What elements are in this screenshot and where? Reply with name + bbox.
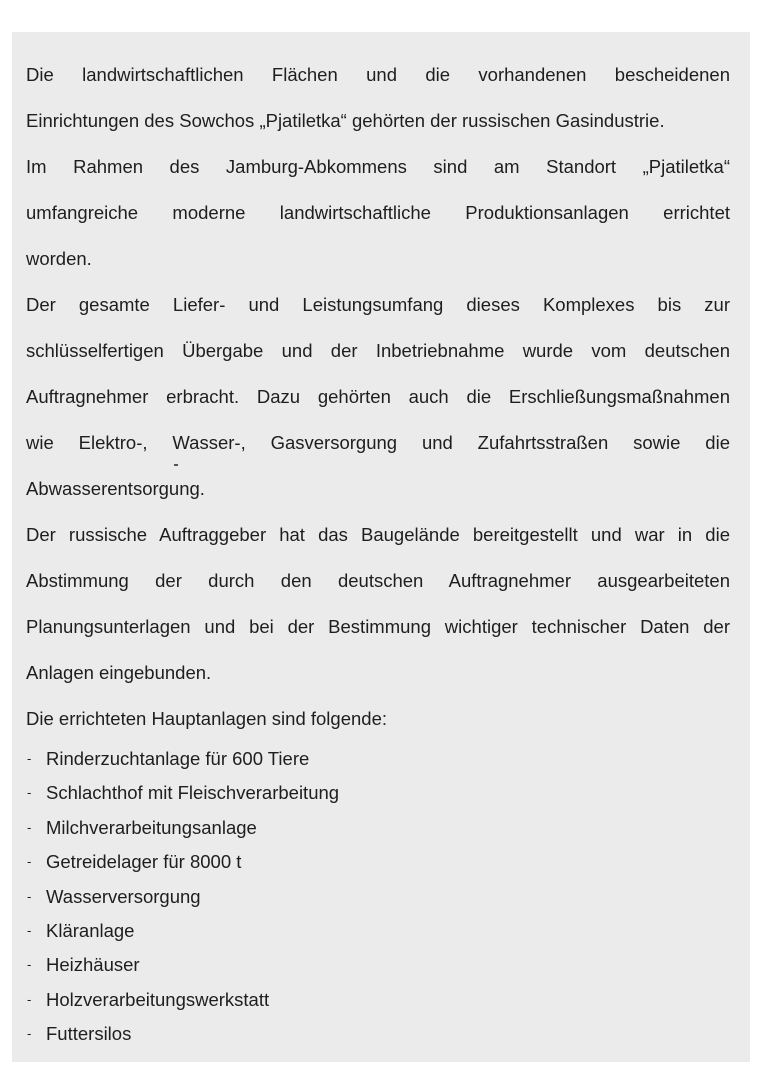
list-item xyxy=(26,845,730,879)
document-page xyxy=(12,32,750,1062)
list-item-label: Schlachthof mit Fleischverarbeitung xyxy=(46,782,340,804)
paragraph-line: Planungsunterlagen und bei der Bestimmung wichtiger technischer Daten der xyxy=(26,616,730,637)
list-item-label: Milchverarbeitungsanlage xyxy=(46,816,257,838)
list-dash: - xyxy=(27,854,32,870)
list-dash: - xyxy=(27,819,32,835)
list-item xyxy=(26,914,730,948)
paragraph-line: Einrichtungen des Sowchos „Pjatiletka“ gehörten der russischen Gasindustrie. xyxy=(26,110,665,131)
paragraph-group xyxy=(26,52,730,696)
list-dash: - xyxy=(27,922,32,938)
paragraph-line: schlüsselfertigen Übergabe und der Inbetriebnahme wurde vom deutschen xyxy=(26,340,730,361)
paragraph-line: Der gesamte Liefer- und Leistungsumfang dieses Komplexes bis zur xyxy=(26,294,730,315)
paragraph-line: Der russische Auftraggeber hat das Baugelände bereitgestellt und war in die xyxy=(26,524,730,545)
paragraph-line: Abstimmung der durch den deutschen Auftragnehmer ausgearbeiteten xyxy=(26,570,730,591)
list-item-label: Getreidelager für 8000 t xyxy=(46,851,242,873)
list-item xyxy=(26,742,730,776)
facility-list xyxy=(26,742,730,1052)
paragraph-line: Die landwirtschaftlichen Flächen und die vorhandenen bescheidenen xyxy=(26,64,730,85)
list-dash: - xyxy=(27,1026,32,1042)
list-dash: - xyxy=(27,957,32,973)
list-dash: - xyxy=(27,751,32,766)
list-item xyxy=(26,776,730,810)
paragraph-line: worden. xyxy=(26,248,92,269)
list-dash: - xyxy=(27,888,32,904)
paragraph-line: Anlagen eingebunden. xyxy=(26,662,212,683)
list-item xyxy=(26,948,730,982)
list-item-label: Rinderzuchtanlage für 600 Tiere xyxy=(46,748,310,769)
document-body xyxy=(26,52,730,1052)
list-item xyxy=(26,983,730,1017)
paragraph-line: wie Elektro-, Wasser-, Gasversorgung und Zufahrtsstraßen sowie die xyxy=(26,432,730,453)
list-dash: - xyxy=(27,785,32,801)
list-item-label: Holzverarbeitungswerkstatt xyxy=(46,988,270,1010)
list-item-label: Wasserversorgung xyxy=(46,885,201,907)
list-item-label: Heizhäuser xyxy=(46,954,140,976)
paragraph-line: umfangreiche moderne landwirtschaftliche Produktionsanlagen errichtet xyxy=(26,202,730,223)
list-item xyxy=(26,1017,730,1051)
paragraph-line: Abwasserentsorgung. xyxy=(26,478,205,499)
paragraph-line: Auftragnehmer erbracht. Dazu gehörten auch die Erschließungsmaßnahmen xyxy=(26,386,730,407)
list-intro: Die errichteten Hauptanlagen sind folgende: xyxy=(26,708,387,729)
list-item-label: Futtersilos xyxy=(46,1023,132,1045)
list-dash: - xyxy=(27,991,32,1007)
list-item xyxy=(26,811,730,845)
paragraph-line: Im Rahmen des Jamburg-Abkommens sind am Standort „Pjatiletka“ xyxy=(26,156,730,177)
list-item xyxy=(26,880,730,914)
list-item-label: Kläranlage xyxy=(46,919,135,941)
scan-speck xyxy=(174,464,178,466)
